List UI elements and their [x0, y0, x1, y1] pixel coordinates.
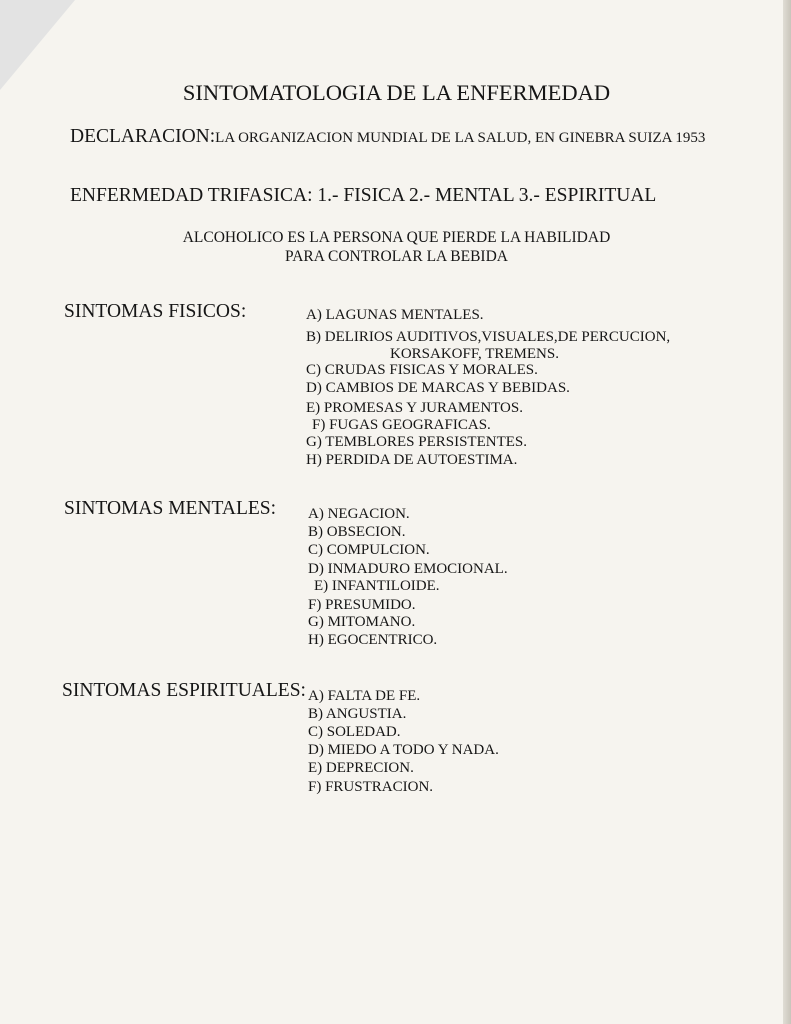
espirituales-item: E) DEPRECION. — [308, 760, 414, 776]
espirituales-item: A) FALTA DE FE. — [308, 688, 421, 704]
fisicos-item: G) TEMBLORES PERSISTENTES. — [306, 434, 527, 450]
declaracion-text: LA ORGANIZACION MUNDIAL DE LA SALUD, EN GINEBRA SUIZA 1953 — [215, 130, 706, 146]
mentales-item: C) COMPULCION. — [308, 542, 430, 558]
fisicos-item: H) PERDIDA DE AUTOESTIMA. — [306, 452, 518, 468]
fisicos-item: D) CAMBIOS DE MARCAS Y BEBIDAS. — [306, 380, 570, 396]
definition-line-1: ALCOHOLICO ES LA PERSONA QUE PIERDE LA HABILIDAD — [182, 229, 611, 246]
espirituales-item: F) FRUSTRACION. — [308, 779, 434, 795]
mentales-item: A) NEGACION. — [308, 506, 410, 522]
definition-line-2: PARA CONTROLAR LA BEBIDA — [285, 248, 508, 265]
page-edge — [783, 0, 791, 1024]
fisicos-item: B) DELIRIOS AUDITIVOS,VISUALES,DE PERCUCION, — [306, 329, 671, 345]
declaracion-line — [70, 126, 705, 148]
fisicos-item: E) PROMESAS Y JURAMENTOS. — [306, 400, 523, 416]
fisicos-item: F) FUGAS GEOGRAFICAS. — [312, 417, 491, 433]
mentales-item: E) INFANTILOIDE. — [314, 578, 440, 594]
fisicos-item: KORSAKOFF, TREMENS. — [390, 346, 559, 362]
espirituales-item: B) ANGUSTIA. — [308, 706, 407, 722]
mentales-item: F) PRESUMIDO. — [308, 597, 416, 613]
trifasica-line: ENFERMEDAD TRIFASICA: 1.- FISICA 2.- MENTAL 3.- ESPIRITUAL — [70, 185, 657, 206]
fisicos-item: A) LAGUNAS MENTALES. — [306, 307, 484, 323]
espirituales-item: C) SOLEDAD. — [308, 724, 401, 740]
fisicos-item: C) CRUDAS FISICAS Y MORALES. — [306, 362, 538, 378]
mentales-item: H) EGOCENTRICO. — [308, 632, 438, 648]
folded-corner — [0, 0, 75, 90]
espirituales-item: D) MIEDO A TODO Y NADA. — [308, 742, 499, 758]
espirituales-heading: SINTOMAS ESPIRITUALES: — [62, 680, 306, 701]
mentales-heading: SINTOMAS MENTALES: — [64, 498, 277, 519]
declaracion-label: DECLARACION: — [70, 126, 216, 147]
mentales-item: B) OBSECION. — [308, 524, 406, 540]
alcoholico-definition — [0, 228, 783, 266]
fisicos-heading: SINTOMAS FISICOS: — [64, 301, 247, 322]
mentales-item: D) INMADURO EMOCIONAL. — [308, 561, 508, 577]
mentales-item: G) MITOMANO. — [308, 614, 416, 630]
page-title: SINTOMATOLOGIA DE LA ENFERMEDAD — [182, 80, 611, 105]
